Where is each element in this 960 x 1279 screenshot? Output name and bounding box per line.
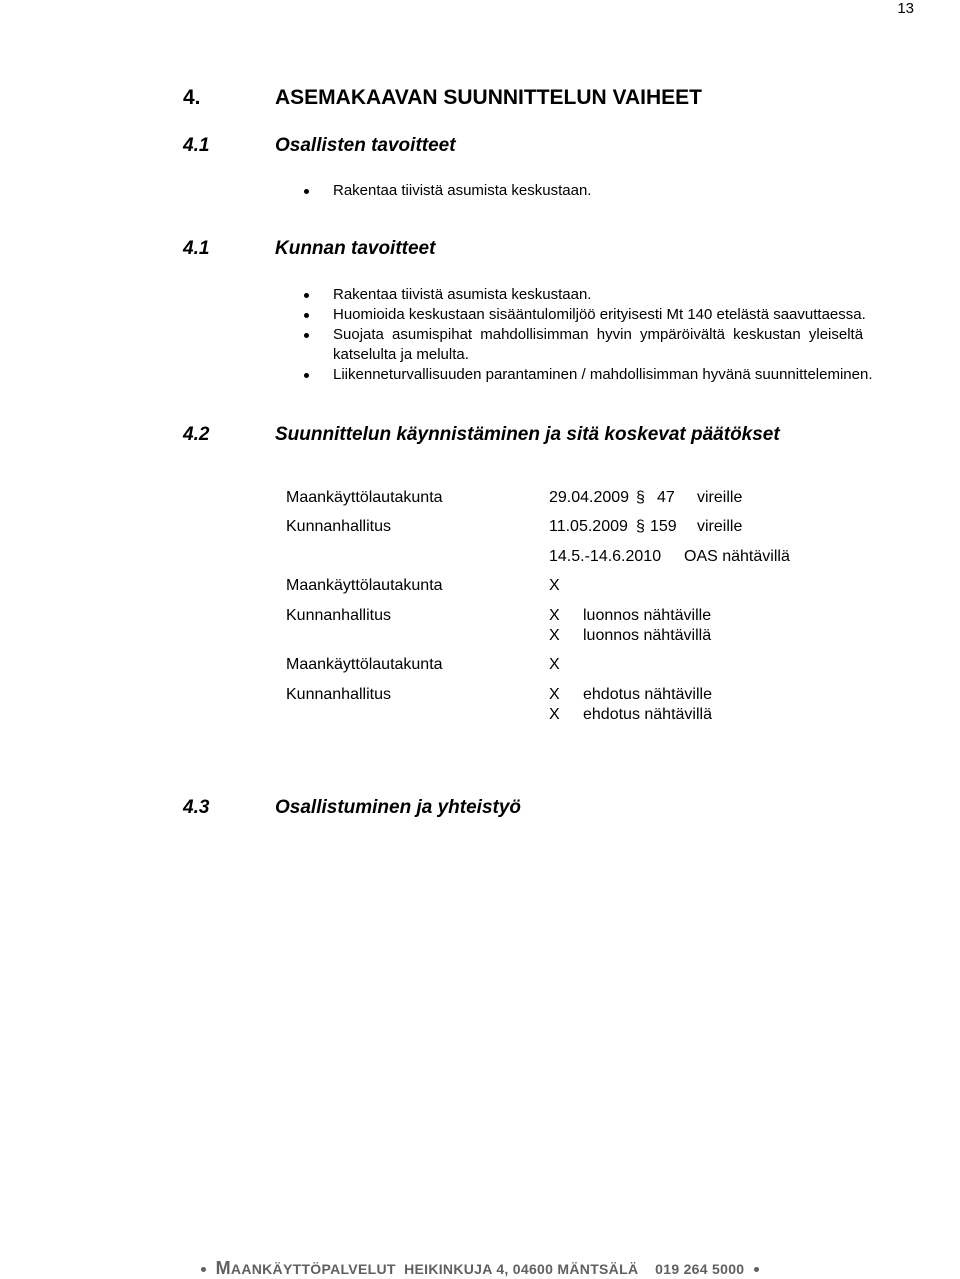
section-title: ASEMAKAAVAN SUUNNITTELUN VAIHEET	[275, 86, 703, 109]
decision-body: Maankäyttölautakunta	[286, 577, 443, 594]
decision-note: ehdotus nähtäville	[583, 686, 712, 703]
footer-address: HEIKINKUJA 4, 04600 MÄNTSÄLÄ	[404, 1261, 639, 1277]
list-item: Rakentaa tiivistä asumista keskustaan.	[333, 182, 592, 199]
subsection-number: 4.1	[183, 238, 210, 259]
decision-date: X	[549, 686, 560, 703]
decision-number: 159	[650, 518, 677, 535]
decision-note: luonnos nähtäville	[583, 607, 712, 624]
footer-company: AANKÄYTTÖPALVELUT	[230, 1261, 396, 1277]
section-sign: §	[636, 518, 645, 535]
decision-note: vireille	[697, 489, 743, 506]
decision-date: X	[549, 627, 560, 644]
decision-date: X	[549, 656, 560, 673]
decision-date: 11.05.2009	[549, 518, 628, 535]
bullet-icon	[304, 293, 309, 298]
page-number: 13	[897, 0, 914, 17]
decision-note: vireille	[697, 518, 743, 535]
list-item: Huomioida keskustaan sisääntulomiljöö erityisesti Mt 140 etelästä saavuttaessa.	[333, 306, 866, 323]
subsection-number: 4.1	[183, 135, 210, 156]
decision-body: Maankäyttölautakunta	[286, 656, 443, 673]
bullet-icon	[304, 313, 309, 318]
subsection-number: 4.3	[183, 797, 210, 818]
bullet-icon	[304, 189, 309, 194]
decision-body: Kunnanhallitus	[286, 686, 391, 703]
section-number: 4.	[183, 86, 201, 109]
decision-body: Kunnanhallitus	[286, 607, 391, 624]
subsection-number: 4.2	[183, 424, 210, 445]
decision-date: 14.5.-14.6.2010	[549, 548, 662, 565]
decision-note: ehdotus nähtävillä	[583, 706, 712, 723]
bullet-icon	[754, 1267, 759, 1272]
decision-date: X	[549, 577, 560, 594]
decision-date: 29.04.2009	[549, 489, 630, 506]
subsection-title: Osallistuminen ja yhteistyö	[275, 797, 522, 818]
section-sign: §	[636, 489, 645, 506]
subsection-title: Kunnan tavoitteet	[275, 238, 436, 259]
subsection-title: Osallisten tavoitteet	[275, 135, 456, 156]
decision-body: Maankäyttölautakunta	[286, 489, 443, 506]
footer-company-initial: M	[215, 1258, 231, 1278]
list-item: Rakentaa tiivistä asumista keskustaan.	[333, 286, 592, 303]
list-item: Suojata asumispihat mahdollisimman hyvin ympäröivältä keskustan yleiseltä	[333, 326, 864, 343]
footer-phone: 019 264 5000	[655, 1261, 745, 1277]
decision-date: X	[549, 607, 560, 624]
page-footer	[0, 1258, 960, 1279]
bullet-icon	[201, 1267, 206, 1272]
decision-note: luonnos nähtävillä	[583, 627, 712, 644]
decision-number: 47	[657, 489, 675, 506]
bullet-icon	[304, 373, 309, 378]
bullet-icon	[304, 333, 309, 338]
decision-date: X	[549, 706, 560, 723]
list-item-continuation: katselulta ja melulta.	[333, 346, 469, 363]
decision-body: Kunnanhallitus	[286, 518, 391, 535]
subsection-title: Suunnittelun käynnistäminen ja sitä koskevat päätökset	[275, 424, 780, 445]
decision-note: OAS nähtävillä	[684, 548, 790, 565]
list-item: Liikenneturvallisuuden parantaminen / mahdollisimman hyvänä suunnitteleminen.	[333, 366, 873, 383]
